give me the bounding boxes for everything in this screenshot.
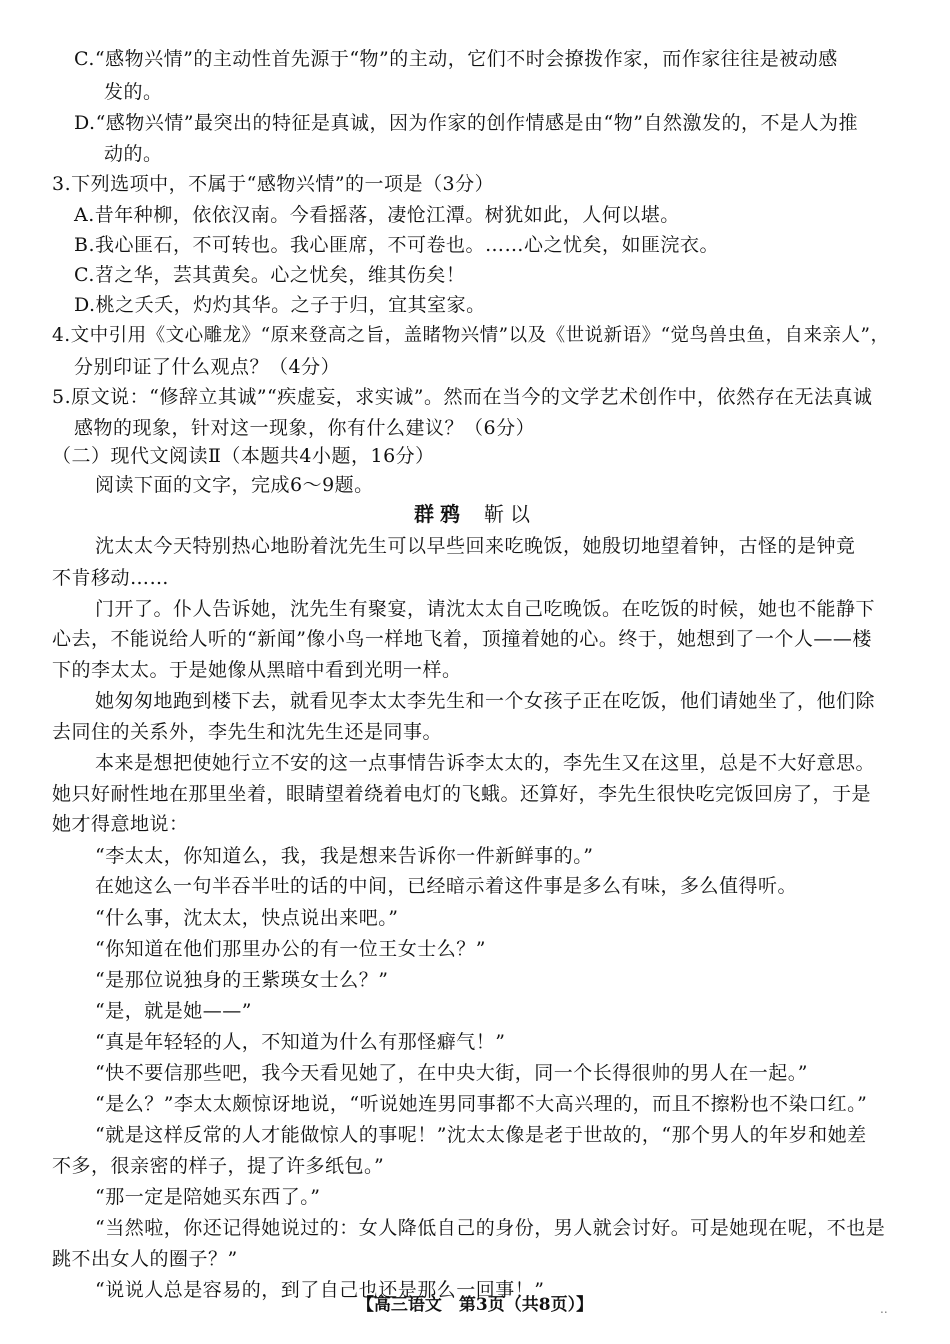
story-author: 靳以 xyxy=(484,502,536,526)
question-4-line-2: 分别印证了什么观点？（4分） xyxy=(74,356,341,378)
story-paragraph: 本来是想把使她行立不安的这一点事情告诉李太太的，李先生又在这里，总是不大好意思。 xyxy=(95,752,876,774)
story-dialogue: “是么？”李太太颇惊讶地说，“听说她连男同事都不大高兴理的，而且不擦粉也不染口红。” xyxy=(95,1093,868,1115)
story-dialogue: “当然啦，你还记得她说过的：女人降低自己的身份，男人就会讨好。可是她现在呢，不也是 xyxy=(95,1217,886,1239)
story-dialogue: “是那位说独身的王紫瑛女士么？” xyxy=(95,969,389,991)
story-paragraph: 在她这么一句半吞半吐的话的中间，已经暗示着这件事是多么有味，多么值得听。 xyxy=(95,875,798,897)
q3-option-a: A.昔年种柳，依依汉南。今看摇落，凄怆江潭。树犹如此，人何以堪。 xyxy=(74,204,680,226)
story-title-block xyxy=(0,499,950,529)
story-paragraph: 她匆匆地跑到楼下去，就看见李太太李先生和一个女孩子正在吃饭，他们请她坐了，他们除 xyxy=(95,690,876,712)
q3-option-b: B.我心匪石，不可转也。我心匪席，不可卷也。……心之忧矣，如匪浣衣。 xyxy=(74,234,720,256)
section-heading: （二）现代文阅读Ⅱ（本题共4小题，16分） xyxy=(52,445,435,467)
story-dialogue: “快不要信那些吧，我今天看见她了，在中央大街，同一个长得很帅的男人在一起。” xyxy=(95,1062,808,1084)
q3-option-d: D.桃之夭夭，灼灼其华。之子于归，宜其室家。 xyxy=(74,294,486,316)
story-paragraph: 她只好耐性地在那里坐着，眼睛望着绕着电灯的飞蛾。还算好，李先生很快吃完饭回房了，于是 xyxy=(52,783,872,805)
story-dialogue: “真是年轻轻的人，不知道为什么有那怪癖气！” xyxy=(95,1031,506,1053)
story-paragraph: 不肯移动…… xyxy=(52,567,170,589)
story-dialogue: “那一定是陪她买东西了。” xyxy=(95,1186,321,1208)
story-paragraph: 门开了。仆人告诉她，沈先生有聚宴，请沈太太自己吃晚饭。在吃饭的时候，她也不能静下 xyxy=(95,598,876,620)
option-d-line-1: D.“感物兴情”最突出的特征是真诚，因为作家的创作情感是由“物”自然激发的，不是人为推 xyxy=(74,112,858,134)
corner-mark: .. xyxy=(880,1302,888,1316)
question-4-line-1: 4.文中引用《文心雕龙》“原来登高之旨，盖睹物兴情”以及《世说新语》“觉鸟兽虫鱼，自来亲人”， xyxy=(52,325,890,346)
story-paragraph: 她才得意地说： xyxy=(52,813,189,835)
story-title: 群鸦 xyxy=(414,502,466,526)
story-dialogue: 跳不出女人的圈子？” xyxy=(52,1248,238,1270)
reading-instruction: 阅读下面的文字，完成6～9题。 xyxy=(95,474,374,496)
story-dialogue: “就是这样反常的人才能做惊人的事呢！”沈太太像是老于世故的，“那个男人的年岁和她差 xyxy=(95,1124,867,1146)
question-5-line-2: 感物的现象，针对这一现象，你有什么建议？（6分） xyxy=(74,417,536,439)
q3-option-c: C.苕之华，芸其黄矣。心之忧矣，维其伤矣！ xyxy=(74,264,466,286)
story-dialogue: “李太太，你知道么，我，我是想来告诉你一件新鲜事的。” xyxy=(95,845,594,867)
option-d-line-2: 动的。 xyxy=(104,143,163,165)
story-dialogue: “什么事，沈太太，快点说出来吧。” xyxy=(95,907,399,929)
story-dialogue: “你知道在他们那里办公的有一位王女士么？” xyxy=(95,938,486,960)
story-dialogue: 不多，很亲密的样子，提了许多纸包。” xyxy=(52,1155,385,1177)
option-c-line-1: C.“感物兴情”的主动性首先源于“物”的主动，它们不时会撩拨作家，而作家往往是被动感 xyxy=(74,48,838,70)
option-c-line-2: 发的。 xyxy=(104,81,163,103)
story-paragraph: 心去，不能说给人听的“新闻”像小鸟一样地飞着，顶撞着她的心。终于，她想到了一个人——楼 xyxy=(52,628,872,650)
story-paragraph: 去同住的关系外，李先生和沈先生还是同事。 xyxy=(52,721,443,743)
question-5-line-1: 5.原文说：“修辞立其诚”“疾虚妄，求实诚”。然而在当今的文学艺术创作中，依然存在无法真诚 xyxy=(52,386,873,408)
story-paragraph: 沈太太今天特别热心地盼着沈先生可以早些回来吃晚饭，她殷切地望着钟，古怪的是钟竟 xyxy=(95,535,856,557)
story-dialogue: “是，就是她——” xyxy=(95,1000,252,1022)
story-paragraph: 下的李太太。于是她像从黑暗中看到光明一样。 xyxy=(52,659,462,681)
question-3: 3.下列选项中，不属于“感物兴情”的一项是（3分） xyxy=(52,173,495,195)
page-footer: 【高三语文 第3页（共8页）】 xyxy=(356,1295,594,1315)
story-dialogue: “说说人总是容易的，到了自己也还是那么一回事！” xyxy=(95,1279,545,1301)
